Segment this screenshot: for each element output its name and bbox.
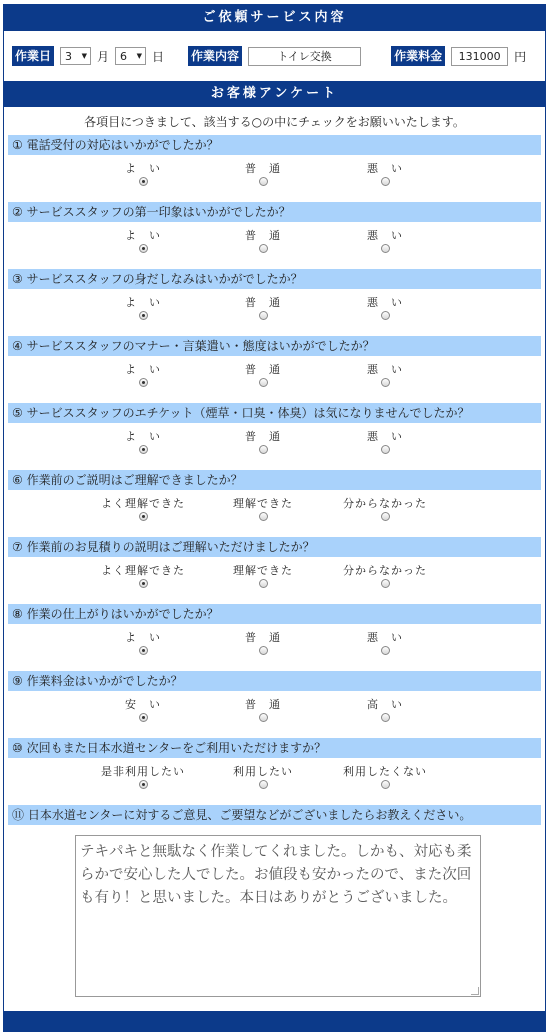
answer-option[interactable]: [330, 363, 440, 390]
answer-option-label: 安 い: [125, 698, 161, 711]
answer-option[interactable]: [208, 229, 318, 256]
question-10: [8, 738, 541, 805]
answer-options: [8, 356, 541, 403]
radio-button[interactable]: [259, 177, 268, 186]
radio-button[interactable]: [259, 311, 268, 320]
opinion-textarea[interactable]: [75, 835, 481, 997]
answer-option-label: 悪 い: [367, 229, 403, 242]
work-content-field[interactable]: トイレ交換: [248, 47, 361, 66]
radio-button[interactable]: [381, 378, 390, 387]
radio-button[interactable]: [139, 177, 148, 186]
question-4: [8, 336, 541, 403]
answer-options: [8, 222, 541, 269]
question-title: ② サービススタッフの第一印象はいかがでしたか？: [8, 202, 541, 222]
opinion-text: テキパキと無駄なく作業してくれました。しかも、対応も柔らかで安心した人でした。お値段も安かったので、また次回も有り！と思いました。本日はありがとうございました。: [80, 844, 472, 906]
radio-button[interactable]: [381, 177, 390, 186]
question-9: [8, 671, 541, 738]
answer-option[interactable]: [88, 363, 198, 390]
survey-section-header: お客様アンケート: [4, 81, 545, 107]
radio-button[interactable]: [381, 646, 390, 655]
service-row: [4, 31, 545, 81]
question-7: [8, 537, 541, 604]
radio-button[interactable]: [139, 713, 148, 722]
radio-button[interactable]: [259, 646, 268, 655]
answer-option-label: 高 い: [367, 698, 403, 711]
work-content-label: 作業内容: [188, 46, 242, 66]
answer-option[interactable]: [88, 497, 198, 524]
question-5: [8, 403, 541, 470]
answer-option[interactable]: [88, 430, 198, 457]
answer-options: [8, 758, 541, 805]
answer-option-label: 利用したい: [233, 765, 293, 778]
answer-option-label: 悪 い: [367, 296, 403, 309]
answer-option-label: 理解できた: [233, 564, 293, 577]
question-title: ⑤ サービススタッフのエチケット（煙草・口臭・体臭）は気になりませんでしたか？: [8, 403, 541, 423]
day-select[interactable]: [115, 47, 146, 65]
answer-option-label: よ い: [125, 229, 161, 242]
radio-button[interactable]: [139, 512, 148, 521]
question-2: [8, 202, 541, 269]
survey-instructions: 各項目につきまして、該当する○の中にチェックをお願いいたします。: [84, 115, 465, 129]
answer-option[interactable]: [330, 229, 440, 256]
answer-option[interactable]: [330, 162, 440, 189]
radio-button[interactable]: [381, 311, 390, 320]
radio-button[interactable]: [259, 445, 268, 454]
answer-option-label: よく理解できた: [101, 564, 185, 577]
answer-option-label: 理解できた: [233, 497, 293, 510]
question-title: ⑨ 作業料金はいかがでしたか？: [8, 671, 541, 691]
answer-option-label: 分からなかった: [343, 497, 427, 510]
work-date-label: 作業日: [12, 46, 54, 66]
question-title: ④ サービススタッフのマナー・言葉遣い・態度はいかがでしたか？: [8, 336, 541, 356]
answer-option-label: 是非利用したい: [101, 765, 185, 778]
question-6: [8, 470, 541, 537]
radio-button[interactable]: [139, 244, 148, 253]
answer-option-label: 悪 い: [367, 162, 403, 175]
service-section-header: ご依頼サービス内容: [4, 5, 545, 31]
radio-button[interactable]: [381, 780, 390, 789]
question-title: ① 電話受付の対応はいかがでしたか？: [8, 135, 541, 155]
radio-button[interactable]: [139, 311, 148, 320]
radio-button[interactable]: [381, 713, 390, 722]
month-value: 3: [65, 49, 73, 63]
survey-form: [3, 4, 546, 1032]
answer-option-label: 普 通: [245, 363, 281, 376]
radio-button[interactable]: [381, 445, 390, 454]
answer-options: [8, 289, 541, 336]
answer-option-label: よ い: [125, 430, 161, 443]
answer-option-label: 悪 い: [367, 363, 403, 376]
answer-option[interactable]: [88, 162, 198, 189]
question-title: ⑥ 作業前のご説明はご理解できましたか？: [8, 470, 541, 490]
radio-button[interactable]: [259, 378, 268, 387]
answer-option-label: 利用したくない: [343, 765, 427, 778]
answer-option[interactable]: [330, 631, 440, 658]
answer-option-label: 悪 い: [367, 631, 403, 644]
answer-option-label: 普 通: [245, 162, 281, 175]
opinion-section: [8, 805, 541, 1003]
chevron-down-icon: ▼: [136, 52, 143, 60]
answer-option[interactable]: [208, 698, 318, 725]
answer-option-label: よ い: [125, 631, 161, 644]
answer-option-label: よく理解できた: [101, 497, 185, 510]
radio-button[interactable]: [259, 579, 268, 588]
answer-option[interactable]: [88, 229, 198, 256]
radio-button[interactable]: [381, 512, 390, 521]
answer-option-label: よ い: [125, 363, 161, 376]
answer-option[interactable]: [208, 363, 318, 390]
chevron-down-icon: ▼: [81, 52, 88, 60]
answer-option-label: 普 通: [245, 229, 281, 242]
answer-options: [8, 624, 541, 671]
answer-option[interactable]: [88, 296, 198, 323]
question-title: ③ サービススタッフの身だしなみはいかがでしたか？: [8, 269, 541, 289]
radio-button[interactable]: [139, 579, 148, 588]
answer-option-label: よ い: [125, 162, 161, 175]
radio-button[interactable]: [139, 780, 148, 789]
answer-option-label: 普 通: [245, 430, 281, 443]
answer-option[interactable]: [330, 497, 440, 524]
radio-button[interactable]: [139, 445, 148, 454]
answer-option-label: 普 通: [245, 631, 281, 644]
answer-option[interactable]: [88, 698, 198, 725]
radio-button[interactable]: [139, 378, 148, 387]
answer-options: [8, 557, 541, 604]
radio-button[interactable]: [381, 244, 390, 253]
question-8: [8, 604, 541, 671]
answer-option-label: 分からなかった: [343, 564, 427, 577]
radio-button[interactable]: [259, 713, 268, 722]
work-fee-field[interactable]: 131000: [451, 47, 508, 66]
radio-button[interactable]: [259, 512, 268, 521]
answer-option[interactable]: [330, 564, 440, 591]
answer-option[interactable]: [208, 497, 318, 524]
radio-button[interactable]: [381, 579, 390, 588]
answer-option[interactable]: [330, 430, 440, 457]
answer-option[interactable]: [208, 631, 318, 658]
answer-option-label: 悪 い: [367, 430, 403, 443]
answer-option[interactable]: [88, 564, 198, 591]
opinion-title: ⑪ 日本水道センターに対するご意見、ご要望などがございましたらお教えください。: [8, 805, 541, 825]
question-title: ⑩ 次回もまた日本水道センターをご利用いただけますか？: [8, 738, 541, 758]
radio-button[interactable]: [259, 244, 268, 253]
day-value: 6: [120, 49, 128, 63]
answer-option-label: よ い: [125, 296, 161, 309]
answer-options: [8, 155, 541, 202]
work-fee-label: 作業料金: [391, 46, 445, 66]
fee-unit: 円: [514, 49, 527, 64]
month-select[interactable]: [60, 47, 91, 65]
answer-options: [8, 490, 541, 537]
answer-option[interactable]: [208, 765, 318, 792]
question-title: ⑦ 作業前のお見積りの説明はご理解いただけましたか？: [8, 537, 541, 557]
question-3: [8, 269, 541, 336]
radio-button[interactable]: [139, 646, 148, 655]
answer-option[interactable]: [330, 296, 440, 323]
question-list: [4, 135, 545, 805]
answer-options: [8, 691, 541, 738]
answer-option-label: 普 通: [245, 698, 281, 711]
answer-option[interactable]: [330, 698, 440, 725]
answer-option[interactable]: [208, 162, 318, 189]
footer-bar: [4, 1011, 545, 1031]
question-title: ⑧ 作業の仕上がりはいかがでしたか？: [8, 604, 541, 624]
answer-option[interactable]: [208, 296, 318, 323]
radio-button[interactable]: [259, 780, 268, 789]
question-1: [8, 135, 541, 202]
answer-option[interactable]: [88, 631, 198, 658]
resize-handle-icon[interactable]: [471, 987, 479, 995]
answer-option-label: 普 通: [245, 296, 281, 309]
answer-option[interactable]: [208, 564, 318, 591]
answer-option[interactable]: [208, 430, 318, 457]
day-unit: 日: [152, 49, 165, 64]
month-unit: 月: [97, 49, 110, 64]
answer-option[interactable]: [330, 765, 440, 792]
answer-option[interactable]: [88, 765, 198, 792]
answer-options: [8, 423, 541, 470]
